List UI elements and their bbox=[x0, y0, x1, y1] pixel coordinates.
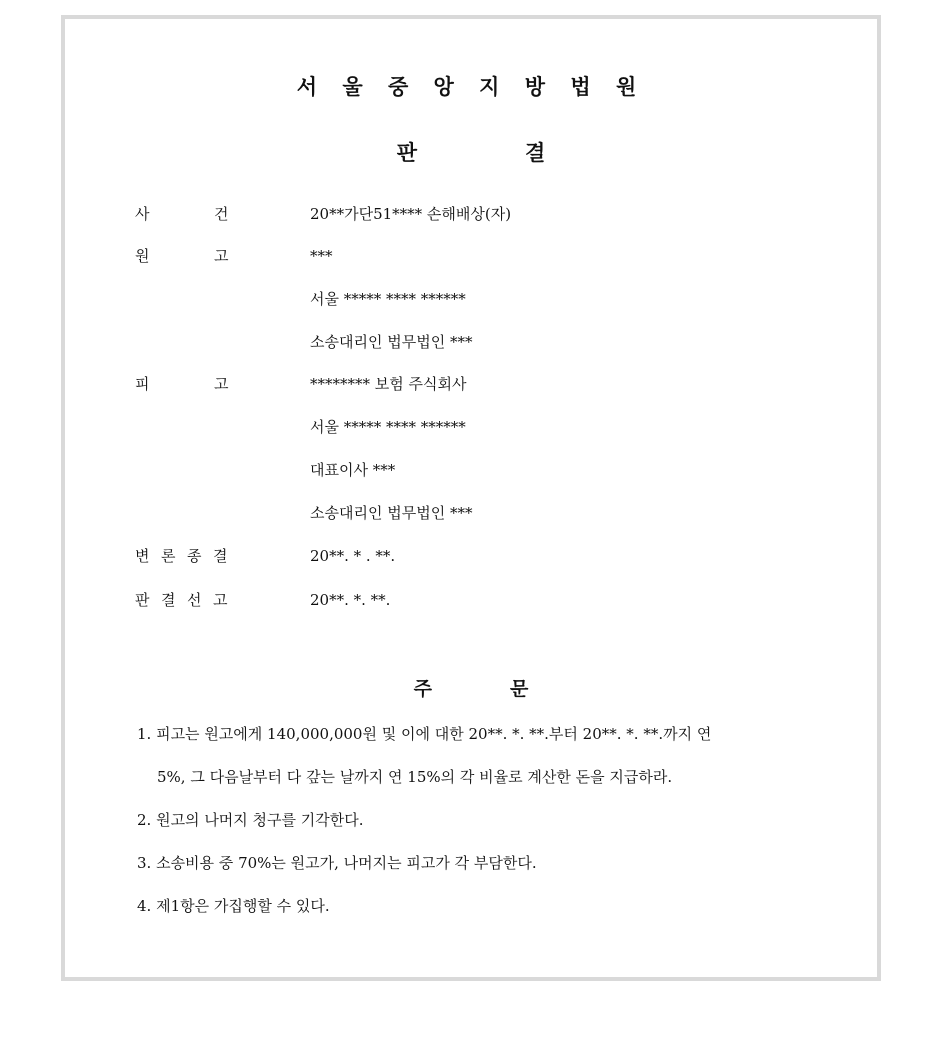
order-item-3: 3. 소송비용 중 70%는 원고가, 나머지는 피고가 각 부담한다. bbox=[137, 854, 537, 872]
defendant-name: ******** 보험 주식회사 bbox=[310, 375, 467, 393]
document-title bbox=[65, 137, 877, 167]
closing-argument-label: 변 론 종 결 bbox=[135, 547, 228, 565]
defendant-address: 서울 ***** **** ****** bbox=[310, 418, 466, 436]
plaintiff-name: *** bbox=[310, 247, 333, 265]
judgment-document bbox=[61, 15, 881, 981]
title-char-1: 판 bbox=[396, 141, 417, 165]
order-item-2: 2. 원고의 나머지 청구를 기각한다. bbox=[137, 811, 364, 829]
order-item-4: 4. 제1항은 가집행할 수 있다. bbox=[137, 897, 330, 915]
judgment-date: 20**. *. **. bbox=[310, 591, 391, 609]
order-item-1-continued: 5%, 그 다음날부터 다 갚는 날까지 연 15%의 각 비율로 계산한 돈을 지급하라. bbox=[157, 768, 673, 786]
title-char-2: 결 bbox=[525, 141, 546, 165]
plaintiff-address: 서울 ***** **** ****** bbox=[310, 290, 466, 308]
order-title: 주 문 bbox=[413, 678, 529, 700]
defendant-representative: 대표이사 *** bbox=[310, 461, 396, 479]
defendant-label: 피 고 bbox=[135, 375, 229, 393]
case-label: 사 건 bbox=[135, 205, 229, 223]
court-name: 서 울 중 앙 지 방 법 원 bbox=[296, 75, 646, 99]
closing-argument-date: 20**. * . **. bbox=[310, 547, 396, 565]
plaintiff-counsel: 소송대리인 법무법인 *** bbox=[310, 333, 473, 351]
plaintiff-label: 원 고 bbox=[135, 247, 229, 265]
defendant-counsel: 소송대리인 법무법인 *** bbox=[310, 504, 473, 522]
case-number-value: 20**가단51**** 손해배상(자) bbox=[310, 205, 512, 223]
judgment-date-label: 판 결 선 고 bbox=[135, 591, 228, 609]
order-item-1: 1. 피고는 원고에게 140,000,000원 및 이에 대한 20**. *. **.부터 20**. *. **.까지 연 bbox=[137, 725, 712, 743]
